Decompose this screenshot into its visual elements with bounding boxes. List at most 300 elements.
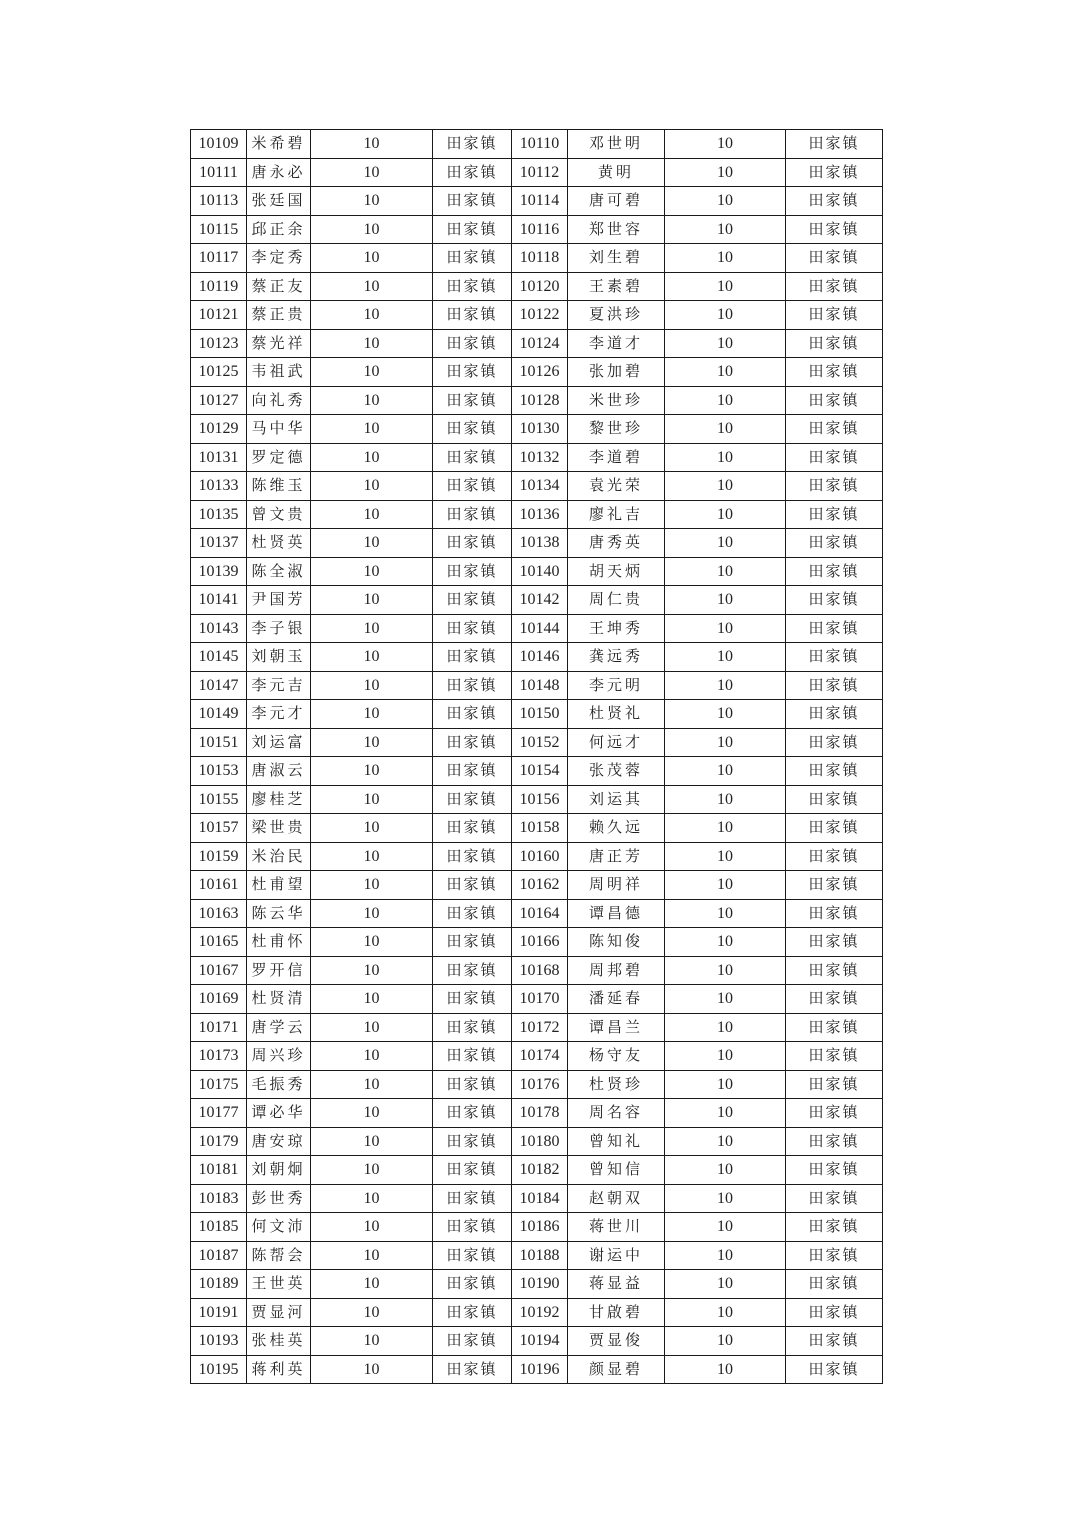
name-cell: 陈全淑 bbox=[247, 557, 311, 586]
record-id-cell: 10185 bbox=[191, 1213, 247, 1242]
table-row bbox=[191, 557, 883, 586]
name-cell: 贾显河 bbox=[247, 1298, 311, 1327]
name-cell: 李子银 bbox=[247, 614, 311, 643]
table-row bbox=[191, 1327, 883, 1356]
name-cell: 米治民 bbox=[247, 842, 311, 871]
amount-cell: 10 bbox=[311, 586, 433, 615]
name-cell: 张桂英 bbox=[247, 1327, 311, 1356]
record-id-cell: 10135 bbox=[191, 500, 247, 529]
town-cell: 田家镇 bbox=[786, 785, 883, 814]
town-cell: 田家镇 bbox=[786, 158, 883, 187]
name-cell: 甘啟碧 bbox=[568, 1298, 665, 1327]
town-cell: 田家镇 bbox=[786, 1156, 883, 1185]
record-id-cell: 10113 bbox=[191, 187, 247, 216]
town-cell: 田家镇 bbox=[433, 757, 512, 786]
town-cell: 田家镇 bbox=[786, 700, 883, 729]
town-cell: 田家镇 bbox=[786, 899, 883, 928]
amount-cell: 10 bbox=[665, 443, 786, 472]
town-cell: 田家镇 bbox=[433, 358, 512, 387]
record-id-cell: 10188 bbox=[512, 1241, 568, 1270]
record-id-cell: 10148 bbox=[512, 671, 568, 700]
amount-cell: 10 bbox=[311, 985, 433, 1014]
table-row bbox=[191, 985, 883, 1014]
record-id-cell: 10183 bbox=[191, 1184, 247, 1213]
table-row bbox=[191, 415, 883, 444]
record-id-cell: 10171 bbox=[191, 1013, 247, 1042]
record-id-cell: 10162 bbox=[512, 871, 568, 900]
amount-cell: 10 bbox=[665, 1355, 786, 1384]
table-row bbox=[191, 158, 883, 187]
town-cell: 田家镇 bbox=[433, 1270, 512, 1299]
table-row bbox=[191, 586, 883, 615]
record-id-cell: 10158 bbox=[512, 814, 568, 843]
town-cell: 田家镇 bbox=[433, 586, 512, 615]
table-row bbox=[191, 814, 883, 843]
town-cell: 田家镇 bbox=[433, 1070, 512, 1099]
amount-cell: 10 bbox=[311, 529, 433, 558]
record-id-cell: 10139 bbox=[191, 557, 247, 586]
town-cell: 田家镇 bbox=[433, 1013, 512, 1042]
town-cell: 田家镇 bbox=[786, 643, 883, 672]
name-cell: 马中华 bbox=[247, 415, 311, 444]
name-cell: 贾显俊 bbox=[568, 1327, 665, 1356]
town-cell: 田家镇 bbox=[433, 643, 512, 672]
record-id-cell: 10181 bbox=[191, 1156, 247, 1185]
name-cell: 陈云华 bbox=[247, 899, 311, 928]
amount-cell: 10 bbox=[665, 500, 786, 529]
town-cell: 田家镇 bbox=[433, 899, 512, 928]
town-cell: 田家镇 bbox=[786, 187, 883, 216]
table-row bbox=[191, 614, 883, 643]
name-cell: 杜贤珍 bbox=[568, 1070, 665, 1099]
amount-cell: 10 bbox=[665, 329, 786, 358]
record-id-cell: 10114 bbox=[512, 187, 568, 216]
record-id-cell: 10126 bbox=[512, 358, 568, 387]
table-row bbox=[191, 842, 883, 871]
town-cell: 田家镇 bbox=[433, 1213, 512, 1242]
table-row bbox=[191, 1241, 883, 1270]
town-cell: 田家镇 bbox=[786, 985, 883, 1014]
name-cell: 曾知礼 bbox=[568, 1127, 665, 1156]
amount-cell: 10 bbox=[665, 1013, 786, 1042]
town-cell: 田家镇 bbox=[433, 928, 512, 957]
record-id-cell: 10134 bbox=[512, 472, 568, 501]
record-id-cell: 10122 bbox=[512, 301, 568, 330]
record-id-cell: 10118 bbox=[512, 244, 568, 273]
table-row bbox=[191, 301, 883, 330]
amount-cell: 10 bbox=[311, 358, 433, 387]
name-cell: 张廷国 bbox=[247, 187, 311, 216]
amount-cell: 10 bbox=[311, 1355, 433, 1384]
town-cell: 田家镇 bbox=[433, 871, 512, 900]
name-cell: 唐学云 bbox=[247, 1013, 311, 1042]
amount-cell: 10 bbox=[311, 1241, 433, 1270]
record-id-cell: 10156 bbox=[512, 785, 568, 814]
amount-cell: 10 bbox=[311, 386, 433, 415]
amount-cell: 10 bbox=[311, 244, 433, 273]
amount-cell: 10 bbox=[665, 1327, 786, 1356]
record-id-cell: 10192 bbox=[512, 1298, 568, 1327]
name-cell: 黄明 bbox=[568, 158, 665, 187]
amount-cell: 10 bbox=[311, 956, 433, 985]
amount-cell: 10 bbox=[311, 443, 433, 472]
amount-cell: 10 bbox=[311, 728, 433, 757]
town-cell: 田家镇 bbox=[786, 1070, 883, 1099]
amount-cell: 10 bbox=[665, 358, 786, 387]
name-cell: 杜甫望 bbox=[247, 871, 311, 900]
record-id-cell: 10121 bbox=[191, 301, 247, 330]
record-id-cell: 10154 bbox=[512, 757, 568, 786]
amount-cell: 10 bbox=[665, 1184, 786, 1213]
name-cell: 周明祥 bbox=[568, 871, 665, 900]
amount-cell: 10 bbox=[665, 415, 786, 444]
record-id-cell: 10173 bbox=[191, 1042, 247, 1071]
amount-cell: 10 bbox=[311, 785, 433, 814]
record-id-cell: 10196 bbox=[512, 1355, 568, 1384]
name-cell: 李道碧 bbox=[568, 443, 665, 472]
name-cell: 龚远秀 bbox=[568, 643, 665, 672]
name-cell: 邱正余 bbox=[247, 215, 311, 244]
town-cell: 田家镇 bbox=[433, 842, 512, 871]
amount-cell: 10 bbox=[311, 1070, 433, 1099]
name-cell: 刘运其 bbox=[568, 785, 665, 814]
town-cell: 田家镇 bbox=[786, 244, 883, 273]
record-id-cell: 10167 bbox=[191, 956, 247, 985]
name-cell: 颜显碧 bbox=[568, 1355, 665, 1384]
name-cell: 刘朝玉 bbox=[247, 643, 311, 672]
name-cell: 唐可碧 bbox=[568, 187, 665, 216]
record-id-cell: 10161 bbox=[191, 871, 247, 900]
amount-cell: 10 bbox=[311, 671, 433, 700]
name-cell: 米世珍 bbox=[568, 386, 665, 415]
record-id-cell: 10182 bbox=[512, 1156, 568, 1185]
amount-cell: 10 bbox=[665, 1127, 786, 1156]
town-cell: 田家镇 bbox=[786, 871, 883, 900]
name-cell: 尹国芳 bbox=[247, 586, 311, 615]
record-id-cell: 10137 bbox=[191, 529, 247, 558]
name-cell: 周邦碧 bbox=[568, 956, 665, 985]
record-id-cell: 10157 bbox=[191, 814, 247, 843]
record-id-cell: 10112 bbox=[512, 158, 568, 187]
record-id-cell: 10124 bbox=[512, 329, 568, 358]
record-id-cell: 10129 bbox=[191, 415, 247, 444]
town-cell: 田家镇 bbox=[786, 842, 883, 871]
record-id-cell: 10186 bbox=[512, 1213, 568, 1242]
amount-cell: 10 bbox=[665, 158, 786, 187]
town-cell: 田家镇 bbox=[433, 158, 512, 187]
name-cell: 韦祖武 bbox=[247, 358, 311, 387]
amount-cell: 10 bbox=[311, 757, 433, 786]
name-cell: 周兴珍 bbox=[247, 1042, 311, 1071]
record-id-cell: 10179 bbox=[191, 1127, 247, 1156]
amount-cell: 10 bbox=[311, 899, 433, 928]
record-id-cell: 10152 bbox=[512, 728, 568, 757]
name-cell: 米希碧 bbox=[247, 130, 311, 159]
record-id-cell: 10136 bbox=[512, 500, 568, 529]
town-cell: 田家镇 bbox=[433, 671, 512, 700]
record-id-cell: 10127 bbox=[191, 386, 247, 415]
town-cell: 田家镇 bbox=[786, 500, 883, 529]
town-cell: 田家镇 bbox=[433, 614, 512, 643]
town-cell: 田家镇 bbox=[433, 1127, 512, 1156]
record-id-cell: 10140 bbox=[512, 557, 568, 586]
record-id-cell: 10174 bbox=[512, 1042, 568, 1071]
record-id-cell: 10195 bbox=[191, 1355, 247, 1384]
town-cell: 田家镇 bbox=[433, 956, 512, 985]
table-row bbox=[191, 272, 883, 301]
table-row bbox=[191, 643, 883, 672]
record-id-cell: 10194 bbox=[512, 1327, 568, 1356]
name-cell: 何文沛 bbox=[247, 1213, 311, 1242]
amount-cell: 10 bbox=[311, 871, 433, 900]
name-cell: 廖桂芝 bbox=[247, 785, 311, 814]
amount-cell: 10 bbox=[311, 814, 433, 843]
name-cell: 李道才 bbox=[568, 329, 665, 358]
record-id-cell: 10147 bbox=[191, 671, 247, 700]
amount-cell: 10 bbox=[311, 1184, 433, 1213]
table-row bbox=[191, 443, 883, 472]
amount-cell: 10 bbox=[665, 586, 786, 615]
name-cell: 廖礼吉 bbox=[568, 500, 665, 529]
town-cell: 田家镇 bbox=[433, 272, 512, 301]
record-id-cell: 10111 bbox=[191, 158, 247, 187]
record-id-cell: 10180 bbox=[512, 1127, 568, 1156]
town-cell: 田家镇 bbox=[433, 187, 512, 216]
name-cell: 杨守友 bbox=[568, 1042, 665, 1071]
table-row bbox=[191, 1213, 883, 1242]
amount-cell: 10 bbox=[665, 1042, 786, 1071]
table-row bbox=[191, 130, 883, 159]
town-cell: 田家镇 bbox=[433, 301, 512, 330]
name-cell: 张加碧 bbox=[568, 358, 665, 387]
amount-cell: 10 bbox=[665, 1099, 786, 1128]
town-cell: 田家镇 bbox=[786, 1099, 883, 1128]
record-id-cell: 10166 bbox=[512, 928, 568, 957]
town-cell: 田家镇 bbox=[786, 386, 883, 415]
amount-cell: 10 bbox=[665, 557, 786, 586]
table-row bbox=[191, 871, 883, 900]
record-id-cell: 10119 bbox=[191, 272, 247, 301]
table-row bbox=[191, 358, 883, 387]
amount-cell: 10 bbox=[665, 1156, 786, 1185]
amount-cell: 10 bbox=[311, 1127, 433, 1156]
name-cell: 谭昌德 bbox=[568, 899, 665, 928]
name-cell: 何远才 bbox=[568, 728, 665, 757]
name-cell: 刘运富 bbox=[247, 728, 311, 757]
amount-cell: 10 bbox=[311, 415, 433, 444]
name-cell: 郑世容 bbox=[568, 215, 665, 244]
name-cell: 谢运中 bbox=[568, 1241, 665, 1270]
name-cell: 陈维玉 bbox=[247, 472, 311, 501]
town-cell: 田家镇 bbox=[786, 814, 883, 843]
amount-cell: 10 bbox=[665, 842, 786, 871]
record-id-cell: 10191 bbox=[191, 1298, 247, 1327]
name-cell: 刘生碧 bbox=[568, 244, 665, 273]
town-cell: 田家镇 bbox=[786, 928, 883, 957]
table-row bbox=[191, 700, 883, 729]
town-cell: 田家镇 bbox=[433, 1298, 512, 1327]
record-id-cell: 10130 bbox=[512, 415, 568, 444]
amount-cell: 10 bbox=[311, 500, 433, 529]
amount-cell: 10 bbox=[665, 614, 786, 643]
amount-cell: 10 bbox=[665, 700, 786, 729]
amount-cell: 10 bbox=[311, 130, 433, 159]
name-cell: 杜甫怀 bbox=[247, 928, 311, 957]
record-id-cell: 10149 bbox=[191, 700, 247, 729]
table-row bbox=[191, 1042, 883, 1071]
town-cell: 田家镇 bbox=[786, 1013, 883, 1042]
amount-cell: 10 bbox=[311, 1298, 433, 1327]
amount-cell: 10 bbox=[665, 1241, 786, 1270]
record-id-cell: 10151 bbox=[191, 728, 247, 757]
record-id-cell: 10120 bbox=[512, 272, 568, 301]
town-cell: 田家镇 bbox=[433, 728, 512, 757]
table-row bbox=[191, 329, 883, 358]
table-row bbox=[191, 1013, 883, 1042]
amount-cell: 10 bbox=[311, 187, 433, 216]
record-id-cell: 10190 bbox=[512, 1270, 568, 1299]
table-row bbox=[191, 956, 883, 985]
record-id-cell: 10172 bbox=[512, 1013, 568, 1042]
town-cell: 田家镇 bbox=[786, 130, 883, 159]
table-row bbox=[191, 1070, 883, 1099]
town-cell: 田家镇 bbox=[786, 1184, 883, 1213]
name-cell: 蒋显益 bbox=[568, 1270, 665, 1299]
table-row bbox=[191, 187, 883, 216]
town-cell: 田家镇 bbox=[786, 272, 883, 301]
amount-cell: 10 bbox=[665, 643, 786, 672]
name-cell: 李元才 bbox=[247, 700, 311, 729]
name-cell: 蒋世川 bbox=[568, 1213, 665, 1242]
name-cell: 谭必华 bbox=[247, 1099, 311, 1128]
town-cell: 田家镇 bbox=[786, 1042, 883, 1071]
name-cell: 杜贤礼 bbox=[568, 700, 665, 729]
name-cell: 唐永必 bbox=[247, 158, 311, 187]
name-cell: 袁光荣 bbox=[568, 472, 665, 501]
town-cell: 田家镇 bbox=[433, 985, 512, 1014]
town-cell: 田家镇 bbox=[786, 614, 883, 643]
name-cell: 王坤秀 bbox=[568, 614, 665, 643]
amount-cell: 10 bbox=[311, 614, 433, 643]
name-cell: 邓世明 bbox=[568, 130, 665, 159]
table-row bbox=[191, 1355, 883, 1384]
town-cell: 田家镇 bbox=[786, 529, 883, 558]
town-cell: 田家镇 bbox=[786, 472, 883, 501]
table-row bbox=[191, 1156, 883, 1185]
record-id-cell: 10155 bbox=[191, 785, 247, 814]
town-cell: 田家镇 bbox=[786, 586, 883, 615]
town-cell: 田家镇 bbox=[433, 1156, 512, 1185]
town-cell: 田家镇 bbox=[433, 215, 512, 244]
town-cell: 田家镇 bbox=[433, 500, 512, 529]
name-cell: 罗定德 bbox=[247, 443, 311, 472]
record-id-cell: 10133 bbox=[191, 472, 247, 501]
record-id-cell: 10115 bbox=[191, 215, 247, 244]
name-cell: 罗开信 bbox=[247, 956, 311, 985]
table-row bbox=[191, 671, 883, 700]
record-id-cell: 10132 bbox=[512, 443, 568, 472]
amount-cell: 10 bbox=[311, 842, 433, 871]
town-cell: 田家镇 bbox=[786, 1327, 883, 1356]
table-row bbox=[191, 529, 883, 558]
record-id-cell: 10164 bbox=[512, 899, 568, 928]
town-cell: 田家镇 bbox=[786, 1127, 883, 1156]
table-row bbox=[191, 785, 883, 814]
amount-cell: 10 bbox=[311, 1042, 433, 1071]
town-cell: 田家镇 bbox=[786, 671, 883, 700]
record-id-cell: 10178 bbox=[512, 1099, 568, 1128]
amount-cell: 10 bbox=[665, 899, 786, 928]
name-cell: 曾文贵 bbox=[247, 500, 311, 529]
name-cell: 唐正芳 bbox=[568, 842, 665, 871]
record-id-cell: 10170 bbox=[512, 985, 568, 1014]
record-id-cell: 10142 bbox=[512, 586, 568, 615]
town-cell: 田家镇 bbox=[433, 130, 512, 159]
town-cell: 田家镇 bbox=[433, 785, 512, 814]
name-cell: 梁世贵 bbox=[247, 814, 311, 843]
name-cell: 刘朝炯 bbox=[247, 1156, 311, 1185]
record-id-cell: 10128 bbox=[512, 386, 568, 415]
table-row bbox=[191, 1184, 883, 1213]
amount-cell: 10 bbox=[665, 215, 786, 244]
town-cell: 田家镇 bbox=[433, 1184, 512, 1213]
amount-cell: 10 bbox=[311, 643, 433, 672]
town-cell: 田家镇 bbox=[786, 301, 883, 330]
table-row bbox=[191, 1127, 883, 1156]
amount-cell: 10 bbox=[311, 215, 433, 244]
record-id-cell: 10153 bbox=[191, 757, 247, 786]
name-cell: 唐秀英 bbox=[568, 529, 665, 558]
amount-cell: 10 bbox=[311, 272, 433, 301]
record-id-cell: 10125 bbox=[191, 358, 247, 387]
name-cell: 周仁贵 bbox=[568, 586, 665, 615]
town-cell: 田家镇 bbox=[786, 1213, 883, 1242]
name-cell: 杜贤英 bbox=[247, 529, 311, 558]
name-cell: 蔡正友 bbox=[247, 272, 311, 301]
table-row bbox=[191, 899, 883, 928]
amount-cell: 10 bbox=[665, 187, 786, 216]
town-cell: 田家镇 bbox=[786, 956, 883, 985]
amount-cell: 10 bbox=[665, 956, 786, 985]
amount-cell: 10 bbox=[311, 158, 433, 187]
amount-cell: 10 bbox=[665, 728, 786, 757]
amount-cell: 10 bbox=[665, 757, 786, 786]
name-cell: 蒋利英 bbox=[247, 1355, 311, 1384]
name-cell: 杜贤清 bbox=[247, 985, 311, 1014]
town-cell: 田家镇 bbox=[433, 700, 512, 729]
name-cell: 潘延春 bbox=[568, 985, 665, 1014]
name-cell: 蔡光祥 bbox=[247, 329, 311, 358]
name-cell: 胡天炳 bbox=[568, 557, 665, 586]
town-cell: 田家镇 bbox=[786, 215, 883, 244]
town-cell: 田家镇 bbox=[433, 529, 512, 558]
record-id-cell: 10169 bbox=[191, 985, 247, 1014]
name-cell: 向礼秀 bbox=[247, 386, 311, 415]
name-cell: 王世英 bbox=[247, 1270, 311, 1299]
name-cell: 陈帮会 bbox=[247, 1241, 311, 1270]
table-row bbox=[191, 757, 883, 786]
town-cell: 田家镇 bbox=[433, 814, 512, 843]
record-id-cell: 10131 bbox=[191, 443, 247, 472]
record-id-cell: 10145 bbox=[191, 643, 247, 672]
town-cell: 田家镇 bbox=[433, 415, 512, 444]
amount-cell: 10 bbox=[311, 301, 433, 330]
record-id-cell: 10175 bbox=[191, 1070, 247, 1099]
name-cell: 张茂蓉 bbox=[568, 757, 665, 786]
table-row bbox=[191, 215, 883, 244]
record-id-cell: 10176 bbox=[512, 1070, 568, 1099]
record-id-cell: 10150 bbox=[512, 700, 568, 729]
